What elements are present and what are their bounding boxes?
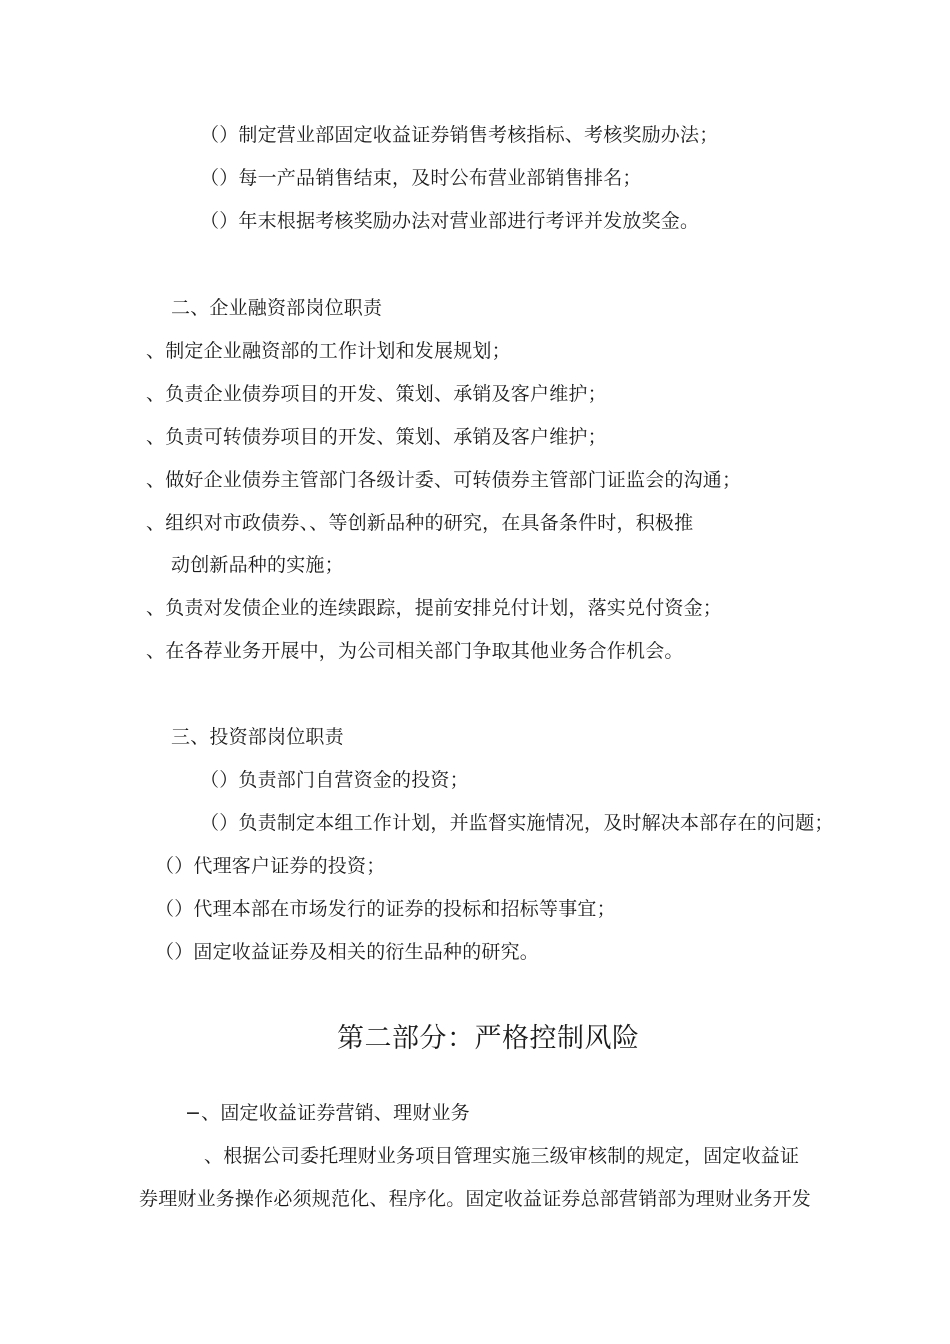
section-title: 二、企业融资部岗位职责 bbox=[171, 297, 383, 319]
list-item-continuation: 动创新品种的实施； bbox=[171, 554, 344, 576]
list-item: 、组织对市政债券、、等创新品种的研究，在具备条件时，积极推 bbox=[146, 512, 694, 534]
paragraph-line: 券理财业务操作必须规范化、程序化。固定收益证券总部营销部为理财业务开发 bbox=[139, 1188, 812, 1210]
subsection-title: −、固定收益证券营销、理财业务 bbox=[185, 1102, 470, 1124]
list-item: 、制定企业融资部的工作计划和发展规划； bbox=[146, 340, 511, 362]
list-item: （）代理本部在市场发行的证券的投标和招标等事宜； bbox=[155, 898, 616, 920]
list-item: 、负责对发债企业的连续跟踪，提前安排兑付计划，落实兑付资金； bbox=[146, 597, 723, 619]
list-item: （）每一产品销售结束，及时公布营业部销售排名； bbox=[200, 167, 642, 189]
list-item: （）固定收益证券及相关的衍生品种的研究。 bbox=[155, 941, 540, 963]
list-item: （）负责部门自营资金的投资； bbox=[200, 769, 469, 791]
list-item: 、在各荐业务开展中，为公司相关部门争取其他业务合作机会。 bbox=[146, 640, 684, 662]
list-item: （）负责制定本组工作计划，并监督实施情况，及时解决本部存在的问题； bbox=[200, 812, 834, 834]
paragraph-line: 、根据公司委托理财业务项目管理实施三级审核制的规定，固定收益证 bbox=[204, 1145, 800, 1167]
list-item: （）代理客户证券的投资； bbox=[155, 855, 386, 877]
list-item: （）制定营业部固定收益证券销售考核指标、考核奖励办法； bbox=[200, 124, 719, 146]
part-heading: 第二部分：严格控制风险 bbox=[337, 1023, 640, 1054]
list-item: 、做好企业债券主管部门各级计委、可转债券主管部门证监会的沟通； bbox=[146, 469, 742, 491]
section-title: 三、投资部岗位职责 bbox=[171, 726, 344, 748]
list-item: 、负责可转债券项目的开发、策划、承销及客户维护； bbox=[146, 426, 607, 448]
list-item: （）年末根据考核奖励办法对营业部进行考评并发放奖金。 bbox=[200, 210, 700, 232]
list-item: 、负责企业债券项目的开发、策划、承销及客户维护； bbox=[146, 383, 607, 405]
